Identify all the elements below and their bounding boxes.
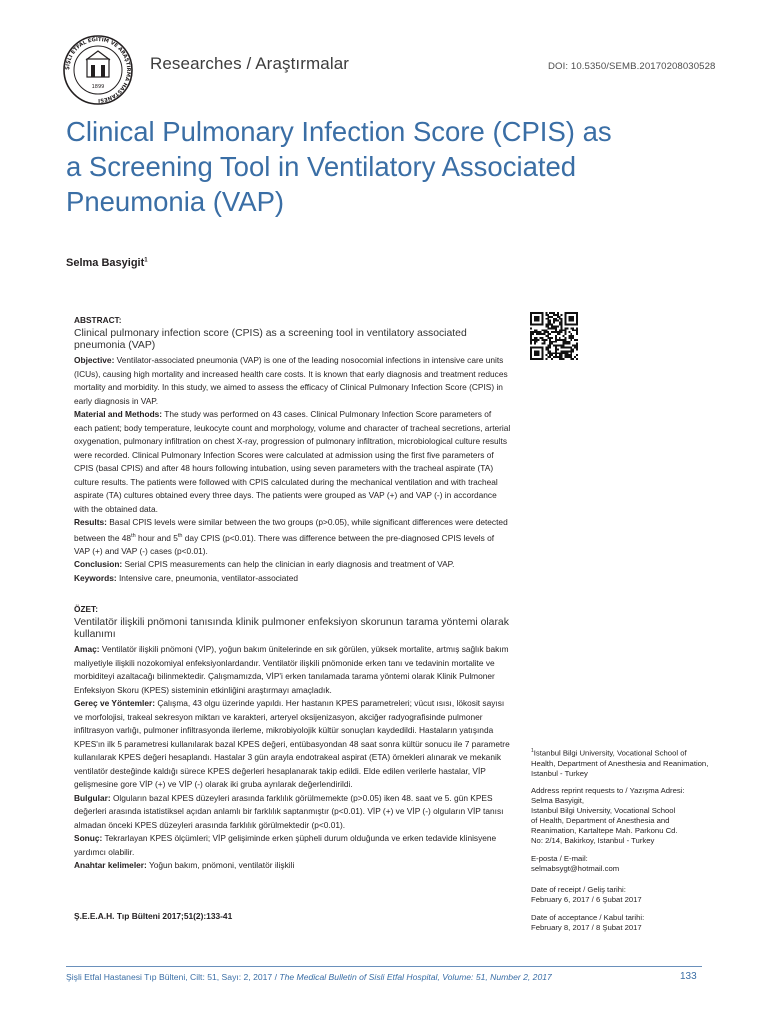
citation: Ş.E.E.A.H. Tıp Bülteni 2017;51(2):133-41 xyxy=(74,911,233,921)
abstract-keywords: Keywords: Intensive care, pneumonia, ventilator-associated xyxy=(74,572,299,583)
abstract-tr xyxy=(74,603,511,873)
footer-divider xyxy=(66,966,702,967)
reprint-address: Address reprint requests to / Yazışma Adresi: Selma Basyigit, Istanbul Bilgi University, Vocational School of Health, Department of Anesthesia and Reanimation, Kartaltepe Mah. Parkonu Cd. No: 2/14, Bakirkoy, Istanbul - Turkey xyxy=(531,786,685,845)
logo-ring-text: ŞİŞLİ ETFAL EĞİTİM VE ARAŞTIRMA HASTANESİ xyxy=(64,36,132,104)
email-link[interactable]: selmabsygt@hotmail.com xyxy=(531,864,620,873)
qr-code[interactable] xyxy=(530,312,578,360)
ozet-gerec: Gereç ve Yöntemler: Çalışma, 43 olgu üzerinde yapıldı. Her hastanın KPES parametreleri; vücut ısısı, lökosit sayısı ve morfolojisi, trakeal sekresyon miktarı ve karakteri, arteryel oksijenizasyon, akciğer radyografisinde pulmoner infiltrasyon varlığı, pulmoner infiltrasyonda ilerleme, mikrobiyolojik kültür sonuçları kaydedildi. Hastaların yatışında KPES'ın ilk 5 parametresi kullanılarak bazal KPES değeri, entübasyondan 48 saat sonra kültür sonucu ile 7 parametre kullanılarak KPES değeri hesaplandı. Hastalar 3 gün arayla endotrakeal aspirat (ETA) örnekleri alınarak ve mekanik ventilatör desteğinde kaldığı sürece KPES değerleri hesaplanarak takip edildi. Elde edilen verilerle hastalar, VİP gelişmesine gore VİP (+) ve VİP (-) olarak iki gruba ayrılarak değerlendirildi. xyxy=(74,698,510,790)
ozet-keywords: Anahtar kelimeler: Yoğun bakım, pnömoni, ventilatör ilişkili xyxy=(74,860,295,871)
logo-year: 1899 xyxy=(91,84,105,90)
ozet-sonuc: Sonuç: Tekrarlayan KPES ölçümleri; VİP gelişiminde erken şüpheli durum olduğunda ve erken tedavide klinisyene yardımcı olabilir. xyxy=(74,833,497,857)
journal-seal-logo xyxy=(62,34,134,106)
abstract-heading: ABSTRACT: xyxy=(74,315,122,325)
section-label: Researches / Araştırmalar xyxy=(150,54,350,73)
author-name: Selma Basyigit xyxy=(66,257,145,269)
ozet-subtitle: Ventilatör ilişkili pnömoni tanısında klinik pulmoner enfeksiyon skorunun tarama yöntemi olarak kullanımı xyxy=(74,616,509,640)
author xyxy=(66,257,148,269)
page-number: 133 xyxy=(680,971,697,982)
abstract-en xyxy=(74,314,511,585)
date-of-receipt: Date of receipt / Geliş tarihi: February 6, 2017 / 6 Şubat 2017 xyxy=(531,885,642,904)
date-of-acceptance: Date of acceptance / Kabul tarihi: February 8, 2017 / 8 Şubat 2017 xyxy=(531,913,645,932)
ozet-heading: ÖZET: xyxy=(74,604,98,614)
doi[interactable]: DOI: 10.5350/SEMB.20170208030528 xyxy=(548,61,716,72)
abstract-conclusion: Conclusion: Serial CPIS measurements can help the clinician in early diagnosis and treatment of VAP. xyxy=(74,559,455,570)
contact-email: E-posta / E-mail: selmabsygt@hotmail.com xyxy=(531,854,711,874)
author-affiliation: $^1$Istanbul Bilgi University, Vocational School of Health, Department of Anesthesia and Reanimation, Istanbul - Turkey xyxy=(531,748,709,778)
abstract-subtitle: Clinical pulmonary infection score (CPIS) as a screening tool in ventilatory associated pneumonia (VAP) xyxy=(74,327,467,351)
ozet-amac: Amaç: Ventilatör ilişkili pnömoni (VİP), yoğun bakım ünitelerinde en sık görülen, yüksek mortalite, artmış sağlık bakım maliyetiyle ilişkili nozokomiyal enfeksiyonlardandır. Ventilatör ilişkili pnömonide erken tanı ve tedavinin mortalite ve morbiditeyi azaltacağı bilinmektedir. Çalışmamızda, VİP'i erken tanılamada tarama yöntemi olarak Klinik Pulmoner Enfeksiyon Skoru (KPES) sisteminin etkinliğini araştırmayı amaçladık. xyxy=(74,644,509,695)
ozet-bulgular: Bulgular: Olguların bazal KPES düzeyleri arasında farklılık görülmemekte (p>0.05) iken 48. saat ve 5. gün KPES değerleri arasında istatistiksel açıdan anlamlı bir farklılık saptanmıştır (p<0.01). VİP (+) ve VİP (-) olguların VİP tanısı almadan önceki KPES düzeyleri arasında farklılık görülmektedir (p<0.01). xyxy=(74,792,504,830)
abstract-results: Results: Basal CPIS levels were similar between the two groups (p>0.05), while significant differences were detected between the 48th hour and 5th day CPIS (p<0.01). There was difference between the pre-diagnosed CPIS levels of VAP (+) and VAP (-) cases (p<0.01). xyxy=(74,517,508,556)
footer-journal: Şişli Etfal Hastanesi Tıp Bülteni, Cilt: 51, Sayı: 2, 2017 / The Medical Bulletin of Sisli Etfal Hospital, Volume: 51, Number 2, 2017 xyxy=(66,972,552,982)
abstract-methods: Material and Methods: The study was performed on 43 cases. Clinical Pulmonary Infection Score parameters of each patient; body temperature, leukocyte count and morphology, volume and character of tracheal secretions, arterial oxygenation, pulmonary infiltration on chest X-ray, progression of pulmonary infiltration, microbiological culture results were recorded. Clinical Pulmonary Infection Scores were calculated at admission using the first five parameters of CPIS (basal CPIS) and after 48 hours following intubation, using seven parameters with the tracheal aspirate (TA) culture results. The patients were followed with CPIS calculated during the mechanical ventilation and with tracheal aspirate (TA) cultures obtained every three days. The patients were grouped as VAP (+) and VAP (-) in accordance with the obtained data. xyxy=(74,409,511,514)
abstract-objective: Objective: Ventilator-associated pneumonia (VAP) is one of the leading nosocomial infections in intensive care units (ICUs), causing high mortality and increased health care costs. It is known that early diagnosis and treatment reduces mortality and morbidity. In this study, we aimed to assess the efficacy of Clinical Pulmonary Infection Score (CPIS) in early diagnosis in VAP. xyxy=(74,355,508,406)
article-title: Clinical Pulmonary Infection Score (CPIS) as a Screening Tool in Ventilatory Associated Pneumonia (VAP) xyxy=(66,116,612,217)
author-affiliation-mark: 1 xyxy=(144,257,148,264)
